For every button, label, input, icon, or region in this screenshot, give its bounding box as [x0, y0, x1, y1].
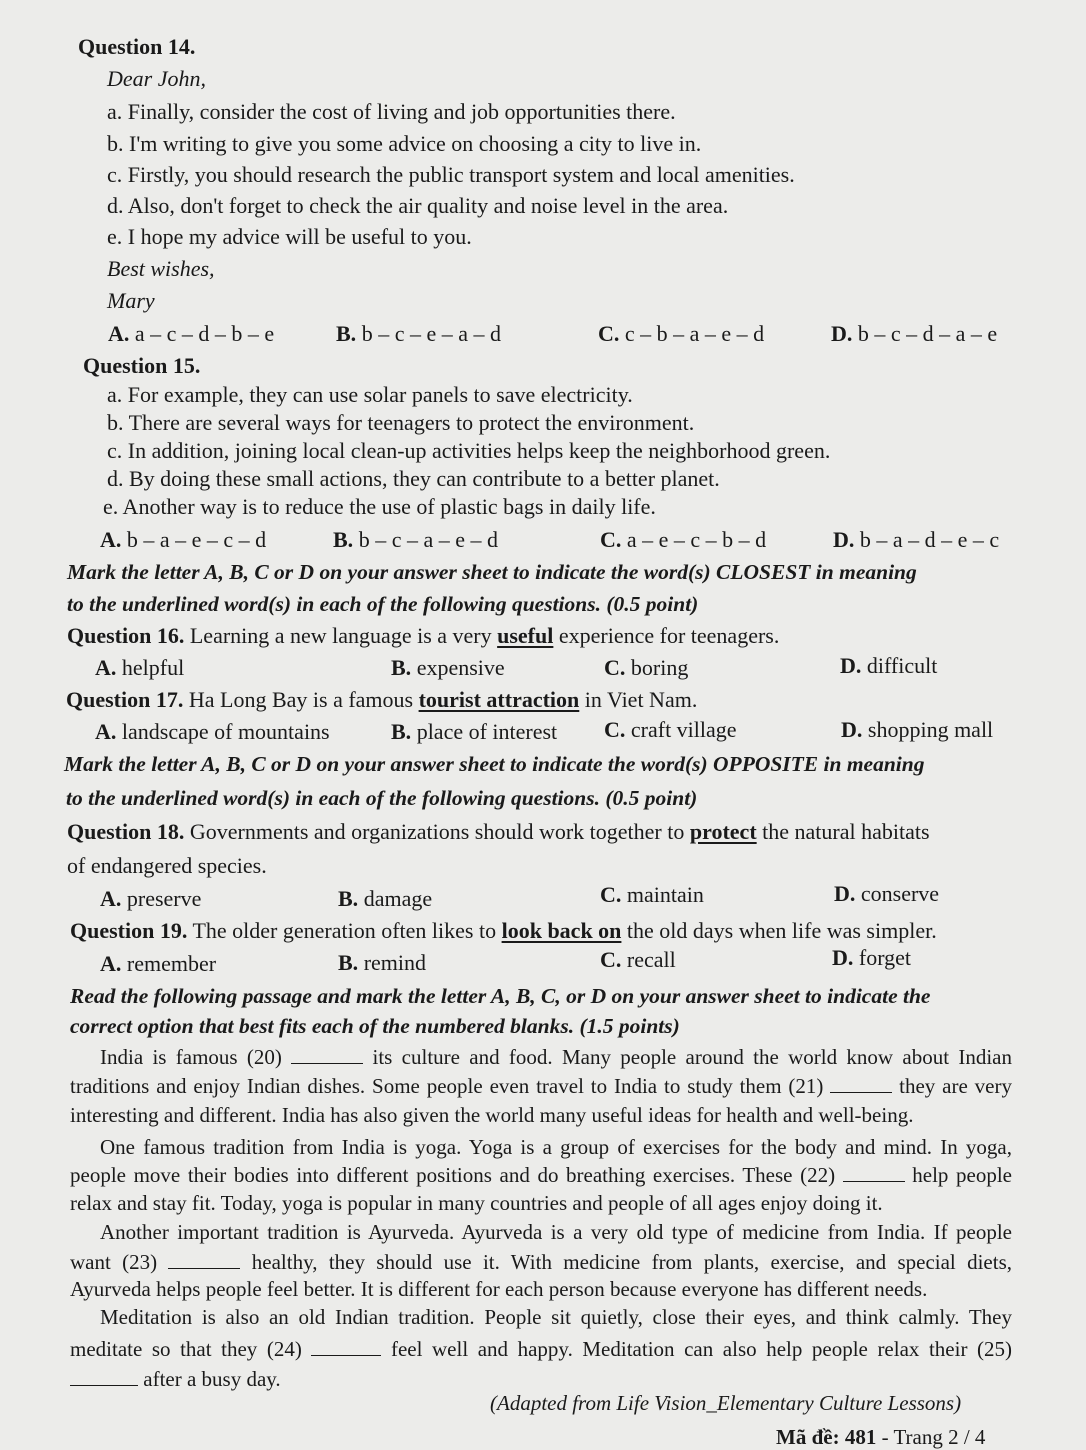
option-letter: A.: [95, 655, 117, 680]
passage-text: healthy, they should use it. With medicine from plants, exercise, and special diets,: [240, 1250, 1013, 1274]
q17-option-c[interactable]: [604, 717, 737, 743]
option-letter: A.: [100, 886, 122, 911]
q18-option-a[interactable]: [100, 886, 201, 912]
option-text: recall: [626, 947, 676, 972]
passage-p4-line3: [70, 1366, 281, 1392]
instruction-closest-line1: Mark the letter A, B, C or D on your answer sheet to indicate the word(s) CLOSEST in meaning: [67, 560, 917, 584]
option-letter: B.: [391, 655, 412, 680]
q15-title: Question 15.: [83, 353, 201, 378]
option-text: remind: [363, 950, 427, 975]
option-letter: D.: [834, 881, 856, 906]
option-text: landscape of mountains: [121, 719, 330, 744]
option-text: maintain: [626, 882, 704, 907]
q16-option-a[interactable]: [95, 655, 184, 681]
q14-line-a: a. Finally, consider the cost of living and job opportunities there.: [107, 99, 676, 124]
instruction-passage-line2: correct option that best fits each of the numbered blanks. (1.5 points): [70, 1014, 680, 1038]
option-text: b – c – d – a – e: [857, 321, 998, 346]
q15-line-d: d. By doing these small actions, they can contribute to a better planet.: [107, 466, 720, 491]
passage-source: (Adapted from Life Vision_Elementary Culture Lessons): [490, 1391, 962, 1415]
q14-line-d: d. Also, don't forget to check the air quality and noise level in the area.: [107, 193, 729, 218]
option-letter: D.: [831, 321, 853, 346]
option-letter: C.: [598, 321, 620, 346]
passage-p3-line3: Ayurveda helps people feel better. It is different for each person because everyone has different needs.: [70, 1277, 928, 1301]
option-letter: B.: [338, 950, 359, 975]
q19-label: Question 19.: [70, 918, 188, 943]
passage-text: Another important tradition is Ayurveda. Ayurveda is a very old type of medicine from India. If people: [100, 1220, 1012, 1244]
q17-stem: [66, 687, 697, 713]
instruction-opposite-line1: Mark the letter A, B, C or D on your answer sheet to indicate the word(s) OPPOSITE in meaning: [64, 752, 925, 776]
blank-22[interactable]: [843, 1163, 905, 1182]
q14-option-b[interactable]: [336, 321, 501, 347]
blank-21[interactable]: [830, 1074, 892, 1093]
q18-text-before: Governments and organizations should work together to: [184, 819, 690, 844]
q18-underlined-word: protect: [689, 819, 757, 844]
option-letter: C.: [600, 527, 622, 552]
passage-text: Meditation is also an old Indian tradition. People sit quietly, close their eyes, and think calmly. They: [100, 1305, 1012, 1329]
q14-option-a[interactable]: [108, 321, 274, 347]
q17-text-before: Ha Long Bay is a famous: [183, 687, 419, 712]
q14-line-b: b. I'm writing to give you some advice on choosing a city to live in.: [107, 131, 702, 156]
passage-text: One famous tradition from India is yoga. Yoga is a group of exercises for the body and mind. In yoga,: [100, 1135, 1012, 1159]
option-text: preserve: [126, 886, 202, 911]
option-letter: B.: [391, 719, 412, 744]
passage-text: help people: [904, 1163, 1012, 1187]
option-text: helpful: [121, 655, 185, 680]
page-number: - Trang 2 / 4: [876, 1425, 986, 1449]
option-text: shopping mall: [867, 717, 994, 742]
option-text: a – e – c – b – d: [626, 527, 767, 552]
q16-option-c[interactable]: [604, 655, 688, 681]
option-text: b – a – e – c – d: [126, 527, 267, 552]
option-text: b – a – d – e – c: [859, 527, 1000, 552]
blank-23[interactable]: [168, 1250, 240, 1269]
q15-line-e: e. Another way is to reduce the use of plastic bags in daily life.: [103, 494, 656, 519]
passage-p3-line2: [70, 1249, 1012, 1275]
passage-p2-line2: [70, 1162, 1012, 1188]
option-letter: C.: [600, 882, 622, 907]
passage-text: meditate so that they (24): [70, 1337, 312, 1361]
passage-p4-line1: [100, 1304, 1012, 1330]
blank-20[interactable]: [291, 1045, 363, 1064]
blank-25[interactable]: [70, 1367, 138, 1386]
q18-label: Question 18.: [67, 819, 185, 844]
option-text: c – b – a – e – d: [624, 321, 765, 346]
option-letter: D.: [840, 653, 862, 678]
q18-stem: [67, 819, 930, 845]
passage-text: its culture and food. Many people around the world know about Indian: [363, 1045, 1012, 1069]
passage-p3-line1: [100, 1219, 1012, 1245]
q18-option-c[interactable]: [600, 882, 704, 908]
q19-text-after: the old days when life was simpler.: [621, 918, 937, 943]
q14-closing: Best wishes,: [107, 256, 215, 281]
option-text: place of interest: [416, 719, 558, 744]
option-text: conserve: [860, 881, 940, 906]
q17-underlined-word: tourist attraction: [418, 687, 580, 712]
q14-greeting: Dear John,: [107, 66, 206, 91]
exam-code: Mã đề: 481: [776, 1425, 877, 1449]
option-text: boring: [630, 655, 689, 680]
q15-option-d[interactable]: [833, 527, 999, 553]
q15-line-a: a. For example, they can use solar panels to save electricity.: [107, 382, 633, 407]
option-letter: C.: [604, 655, 626, 680]
q18-stem-line2: of endangered species.: [67, 853, 267, 878]
q19-underlined-word: look back on: [501, 918, 622, 943]
instruction-closest-line2: to the underlined word(s) in each of the following questions. (0.5 point): [67, 592, 699, 616]
passage-p2-line1: [100, 1134, 1012, 1160]
q15-option-c[interactable]: [600, 527, 766, 553]
passage-text: traditions and enjoy Indian dishes. Some people even travel to India to study them (21): [70, 1074, 831, 1098]
q15-option-b[interactable]: [333, 527, 498, 553]
q17-option-a[interactable]: [95, 719, 330, 745]
option-text: b – c – a – e – d: [358, 527, 498, 552]
q17-text-after: in Viet Nam.: [579, 687, 698, 712]
q16-text-after: experience for teenagers.: [553, 623, 780, 648]
passage-p1-line3: interesting and different. India has also given the world many useful ideas for health and well-being.: [70, 1103, 914, 1127]
q14-option-d[interactable]: [831, 321, 997, 347]
option-letter: B.: [336, 321, 357, 346]
option-letter: D.: [832, 945, 854, 970]
option-text: craft village: [630, 717, 737, 742]
q14-option-c[interactable]: [598, 321, 764, 347]
q14-line-c: c. Firstly, you should research the public transport system and local amenities.: [107, 162, 795, 187]
passage-text: want (23): [70, 1250, 169, 1274]
passage-p1-line1: [100, 1044, 1012, 1070]
q15-line-c: c. In addition, joining local clean-up activities helps keep the neighborhood green.: [107, 438, 831, 463]
option-text: a – c – d – b – e: [134, 321, 275, 346]
blank-24[interactable]: [311, 1337, 381, 1356]
option-text: forget: [858, 945, 912, 970]
q19-option-a[interactable]: [100, 951, 216, 977]
option-letter: D.: [833, 527, 855, 552]
q16-underlined-word: useful: [497, 623, 554, 648]
q19-stem: [70, 918, 937, 944]
option-letter: D.: [841, 717, 863, 742]
option-letter: A.: [100, 951, 122, 976]
q16-option-d[interactable]: [840, 653, 937, 679]
passage-p4-line2: [70, 1336, 1012, 1362]
q16-option-b[interactable]: [391, 655, 505, 681]
q19-option-d[interactable]: [832, 945, 911, 971]
option-letter: A.: [95, 719, 117, 744]
q18-text-after: the natural habitats: [756, 819, 930, 844]
q15-option-a[interactable]: [100, 527, 266, 553]
option-letter: A.: [108, 321, 130, 346]
option-text: difficult: [866, 653, 938, 678]
passage-text: they are very: [892, 1074, 1012, 1098]
option-letter: B.: [338, 886, 359, 911]
q16-label: Question 16.: [67, 623, 185, 648]
q19-option-b[interactable]: [338, 950, 426, 976]
passage-text: after a busy day.: [138, 1367, 281, 1391]
q19-text-before: The older generation often likes to: [187, 918, 502, 943]
option-text: remember: [126, 951, 217, 976]
passage-text: people move their bodies into different positions and do breathing exercises. These (22): [70, 1163, 843, 1187]
q19-option-c[interactable]: [600, 947, 676, 973]
page-footer: [776, 1424, 985, 1450]
q14-signature: Mary: [107, 288, 155, 313]
option-letter: C.: [604, 717, 626, 742]
passage-text: feel well and happy. Meditation can also help people relax their (25): [381, 1337, 1013, 1361]
option-text: b – c – e – a – d: [361, 321, 501, 346]
passage-p1-line2: [70, 1073, 1012, 1099]
option-letter: C.: [600, 947, 622, 972]
q17-label: Question 17.: [66, 687, 184, 712]
passage-text: India is famous (20): [100, 1045, 292, 1069]
option-letter: A.: [100, 527, 122, 552]
q16-stem: [67, 623, 779, 649]
q14-title: Question 14.: [78, 34, 196, 59]
option-text: expensive: [416, 655, 505, 680]
q18-option-b[interactable]: [338, 886, 432, 912]
passage-p2-line3: relax and stay fit. Today, yoga is popular in many countries and people of all ages enjoy doing it.: [70, 1191, 883, 1215]
q17-option-d[interactable]: [841, 717, 993, 743]
instruction-passage-line1: Read the following passage and mark the letter A, B, C, or D on your answer sheet to indicate the: [70, 984, 931, 1008]
q16-text-before: Learning a new language is a very: [184, 623, 498, 648]
q14-line-e: e. I hope my advice will be useful to you.: [107, 224, 472, 249]
instruction-opposite-line2: to the underlined word(s) in each of the following questions. (0.5 point): [66, 786, 698, 810]
option-letter: B.: [333, 527, 354, 552]
option-text: damage: [363, 886, 433, 911]
q17-option-b[interactable]: [391, 719, 557, 745]
q18-option-d[interactable]: [834, 881, 939, 907]
q15-line-b: b. There are several ways for teenagers to protect the environment.: [107, 410, 695, 435]
